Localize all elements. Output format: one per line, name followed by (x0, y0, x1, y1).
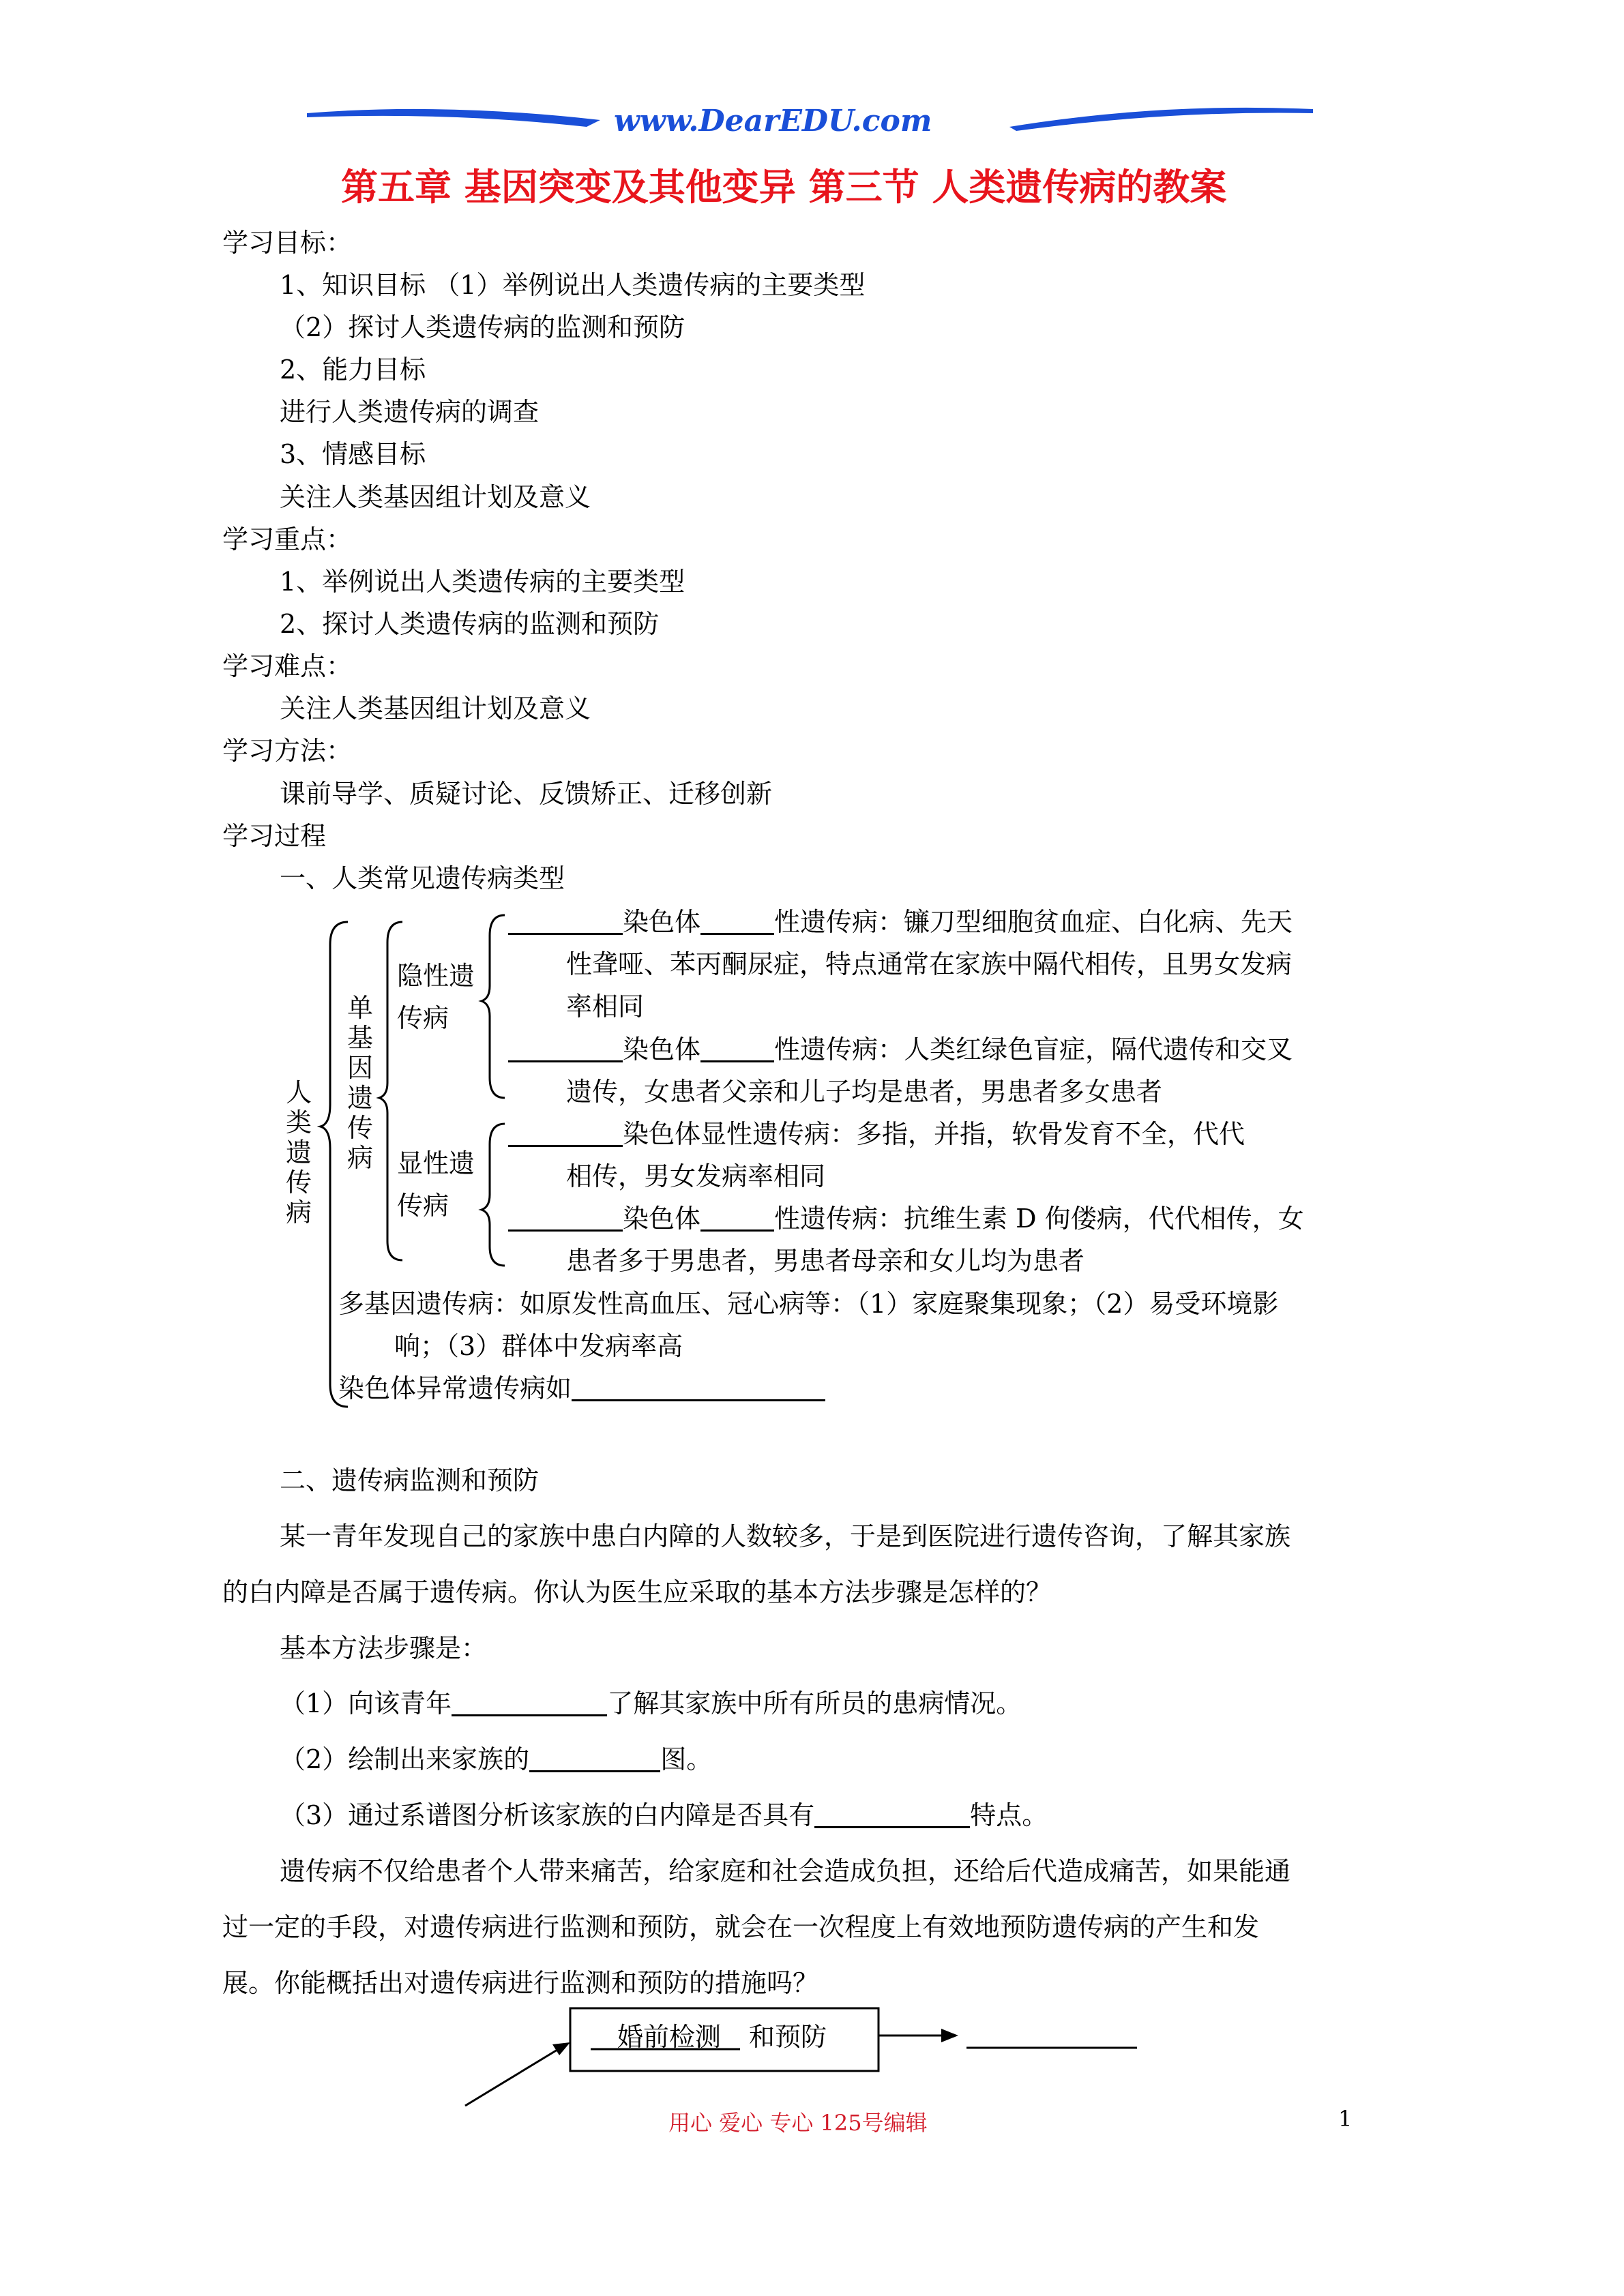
method-text: 课前导学、质疑讨论、反馈矫正、迁移创新 (280, 779, 773, 809)
goal-ability: 2、能力目标 (280, 355, 426, 385)
dom-x-a: 染色体 (623, 1204, 701, 1234)
section2-para2-l1: 遗传病不仅给患者个人带来痛苦，给家庭和社会造成负担，还给后代造成痛苦，如果能通 (280, 1856, 1291, 1886)
rec-x-a: 染色体 (623, 1034, 701, 1064)
blank[interactable] (508, 1206, 623, 1232)
blank[interactable] (508, 1037, 623, 1062)
tree-root: 人类遗传病 (285, 1077, 312, 1227)
tree-chromo (338, 1375, 825, 1401)
blank[interactable] (572, 1376, 825, 1401)
step2-b: 图。 (660, 1744, 713, 1774)
goal-emotion-text: 关注人类基因组计划及意义 (280, 482, 591, 512)
method-heading: 学习方法： (222, 736, 353, 766)
step3-a: （3）通过系谱图分析该家族的白内障是否具有 (280, 1800, 815, 1830)
tree-single-gene: 单基因遗传病 (346, 993, 373, 1173)
dom-x-b: 性遗传病：抗维生素 D 佝偻病，代代相传，女 (774, 1204, 1304, 1234)
box-label-b: 和预防 (749, 2022, 827, 2052)
step2-a: （2）绘制出来家族的 (280, 1744, 530, 1774)
blank[interactable] (700, 1037, 774, 1062)
blank[interactable] (529, 1747, 660, 1772)
step-2 (280, 1746, 712, 1772)
key-point-1: 1、举例说出人类遗传病的主要类型 (280, 567, 685, 597)
box-label-a: 婚前检测 (617, 2022, 722, 2052)
rec-x-b: 性遗传病：人类红绿色盲症，隔代遗传和交叉 (774, 1034, 1293, 1064)
section1-heading: 一、人类常见遗传病类型 (280, 863, 565, 893)
steps-heading: 基本方法步骤是： (280, 1633, 488, 1663)
tree-rec-auto (508, 909, 1293, 935)
tree-recessive-1: 隐性遗 (397, 961, 475, 991)
section2-para1-l1: 某一青年发现自己的家族中患白内障的人数较多，于是到医院进行遗传咨询，了解其家族 (280, 1521, 1291, 1551)
difficulty-text: 关注人类基因组计划及意义 (280, 694, 591, 724)
rec-auto-a: 染色体 (623, 907, 701, 937)
step-3 (280, 1802, 1048, 1828)
page-title: 第五章 基因突变及其他变异 第三节 人类遗传病的教案 (341, 165, 1227, 209)
difficulty-heading: 学习难点： (222, 651, 353, 681)
tree-dom-auto (508, 1121, 1245, 1147)
blank[interactable] (700, 1206, 774, 1232)
tree-rec-x (508, 1034, 1293, 1064)
tree-dom-x-l2: 患者多于男患者，男患者母亲和女儿均为患者 (566, 1246, 1085, 1276)
goals-heading: 学习目标： (222, 228, 353, 258)
dom-auto-a: 染色体显性遗传病：多指，并指，软骨发育不全，代代 (623, 1119, 1245, 1149)
key-points-heading: 学习重点： (222, 524, 353, 554)
tree-rec-auto-l2: 性聋哑、苯丙酮尿症，特点通常在家族中隔代相传，且男女发病 (566, 949, 1293, 979)
blank[interactable] (814, 1803, 970, 1828)
section2-para2-l2: 过一定的手段，对遗传病进行监测和预防，就会在一次程度上有效地预防遗传病的产生和发 (222, 1912, 1260, 1942)
banner-url: www.DearEDU.com (614, 104, 932, 138)
process-heading: 学习过程 (222, 821, 327, 851)
tree-dom-x (508, 1206, 1304, 1232)
goal-knowledge-2: （2）探讨人类遗传病的监测和预防 (280, 312, 685, 342)
step1-b: 了解其家族中所有所员的患病情况。 (607, 1688, 1022, 1718)
blank[interactable] (700, 910, 774, 935)
goal-ability-text: 进行人类遗传病的调查 (280, 397, 540, 427)
section2-para1-l2: 的白内障是否属于遗传病。你认为医生应采取的基本方法步骤是怎样的？ (222, 1577, 1052, 1607)
tree-recessive-2: 传病 (397, 1003, 449, 1033)
key-point-2: 2、探讨人类遗传病的监测和预防 (280, 609, 660, 639)
tree-rec-auto-l3: 率相同 (566, 992, 645, 1022)
tree-dom-auto-l2: 相传，男女发病率相同 (566, 1161, 826, 1191)
tree-multi-l1: 多基因遗传病：如原发性高血压、冠心病等：（1）家庭聚集现象；（2）易受环境影 (338, 1289, 1279, 1319)
tree-multi-l2: 响；（3）群体中发病率高 (394, 1331, 683, 1361)
tree-dominant-1: 显性遗 (397, 1148, 475, 1178)
blank[interactable] (508, 1122, 623, 1147)
chromo-text: 染色体异常遗传病如 (338, 1373, 572, 1403)
step1-a: （1）向该青年 (280, 1688, 452, 1718)
step-1 (280, 1690, 1022, 1716)
goal-emotion: 3、情感目标 (280, 439, 426, 469)
goal-knowledge-1: 1、知识目标 （1）举例说出人类遗传病的主要类型 (280, 270, 866, 300)
step3-b: 特点。 (970, 1800, 1048, 1830)
blank[interactable] (508, 910, 623, 935)
rec-auto-b: 性遗传病：镰刀型细胞贫血症、白化病、先天 (774, 907, 1293, 937)
blank[interactable] (452, 1691, 607, 1716)
page-number: 1 (1338, 2106, 1353, 2132)
footer-text: 用心 爱心 专心 125号编辑 (668, 2110, 928, 2136)
section2-heading: 二、遗传病监测和预防 (280, 1465, 540, 1495)
tree-rec-x-l2: 遗传，女患者父亲和儿子均是患者，男患者多女患者 (566, 1077, 1163, 1107)
section2-para2-l3: 展。你能概括出对遗传病进行监测和预防的措施吗？ (222, 1968, 819, 1998)
tree-dominant-2: 传病 (397, 1191, 449, 1221)
